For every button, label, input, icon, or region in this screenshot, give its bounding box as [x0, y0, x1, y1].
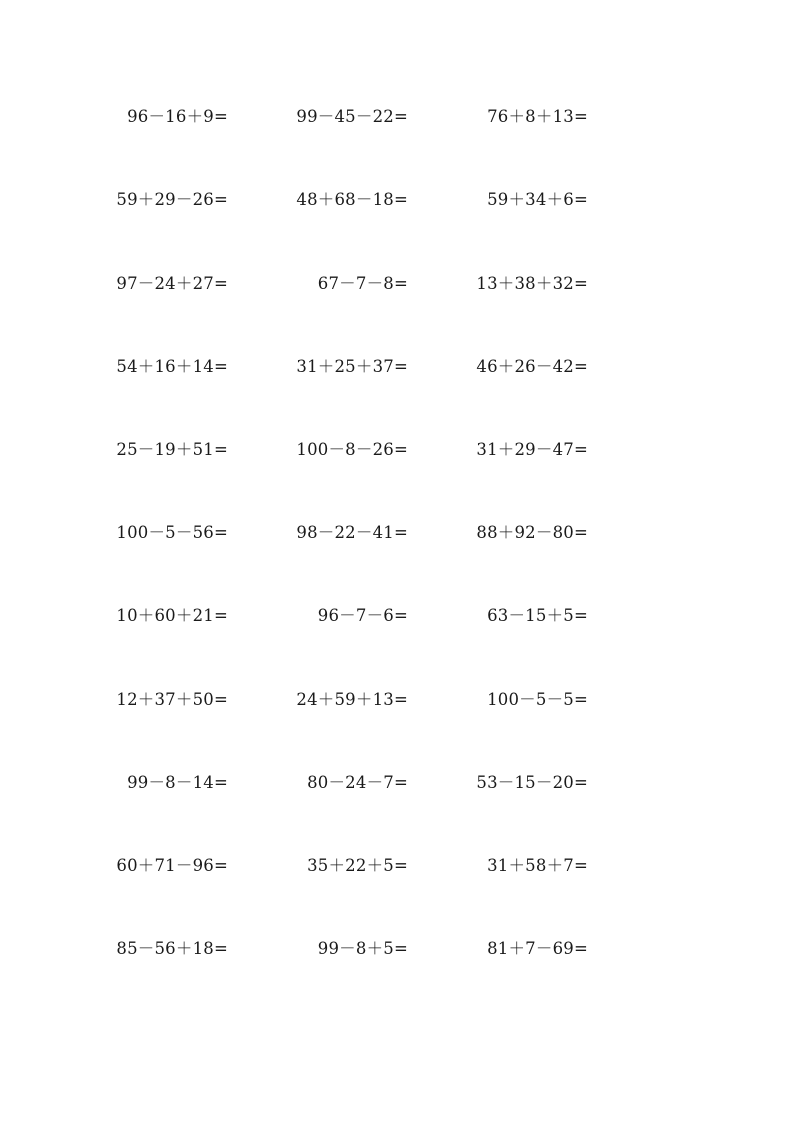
problem-row: [0, 771, 794, 795]
math-problem: 81＋7－69=: [487, 939, 588, 958]
math-problem: 99－8＋5=: [317, 939, 408, 958]
math-problem: 100－8－26=: [296, 440, 408, 459]
problem-row: [0, 854, 794, 878]
math-problem: 76＋8＋13=: [487, 107, 588, 126]
problem-row: [0, 688, 794, 712]
math-problem: 88＋92－80=: [476, 523, 588, 542]
math-problem: 96－16＋9=: [127, 107, 228, 126]
problem-row: [0, 604, 794, 628]
math-problem: 97－24＋27=: [116, 274, 228, 293]
problem-row: [0, 521, 794, 545]
math-problem: 31＋58＋7=: [487, 856, 588, 875]
problem-row: [0, 188, 794, 212]
math-problem: 99－45－22=: [296, 107, 408, 126]
math-problem: 100－5－5=: [487, 690, 588, 709]
math-problem: 10＋60＋21=: [116, 606, 228, 625]
math-problem: 96－7－6=: [317, 606, 408, 625]
math-problem: 31＋25＋37=: [296, 357, 408, 376]
problem-row: [0, 355, 794, 379]
math-problem: 100－5－56=: [116, 523, 228, 542]
math-problem: 59＋29－26=: [116, 190, 228, 209]
math-problem: 35＋22＋5=: [307, 856, 408, 875]
problem-row: [0, 272, 794, 296]
math-problem: 85－56＋18=: [116, 939, 228, 958]
math-problem: 13＋38＋32=: [476, 274, 588, 293]
problem-row: [0, 937, 794, 961]
math-problem: 99－8－14=: [127, 773, 228, 792]
math-problem: 48＋68－18=: [296, 190, 408, 209]
math-problem: 54＋16＋14=: [116, 357, 228, 376]
math-problem: 59＋34＋6=: [487, 190, 588, 209]
math-problem: 63－15＋5=: [487, 606, 588, 625]
math-problem: 25－19＋51=: [116, 440, 228, 459]
math-problem: 46＋26－42=: [476, 357, 588, 376]
problem-row: [0, 438, 794, 462]
math-problem: 67－7－8=: [317, 274, 408, 293]
math-problem: 24＋59＋13=: [296, 690, 408, 709]
problem-row: [0, 105, 794, 129]
math-problem: 12＋37＋50=: [116, 690, 228, 709]
math-problem: 60＋71－96=: [116, 856, 228, 875]
math-problem: 80－24－7=: [307, 773, 408, 792]
math-problem: 31＋29－47=: [476, 440, 588, 459]
math-problem: 53－15－20=: [476, 773, 588, 792]
math-problem: 98－22－41=: [296, 523, 408, 542]
